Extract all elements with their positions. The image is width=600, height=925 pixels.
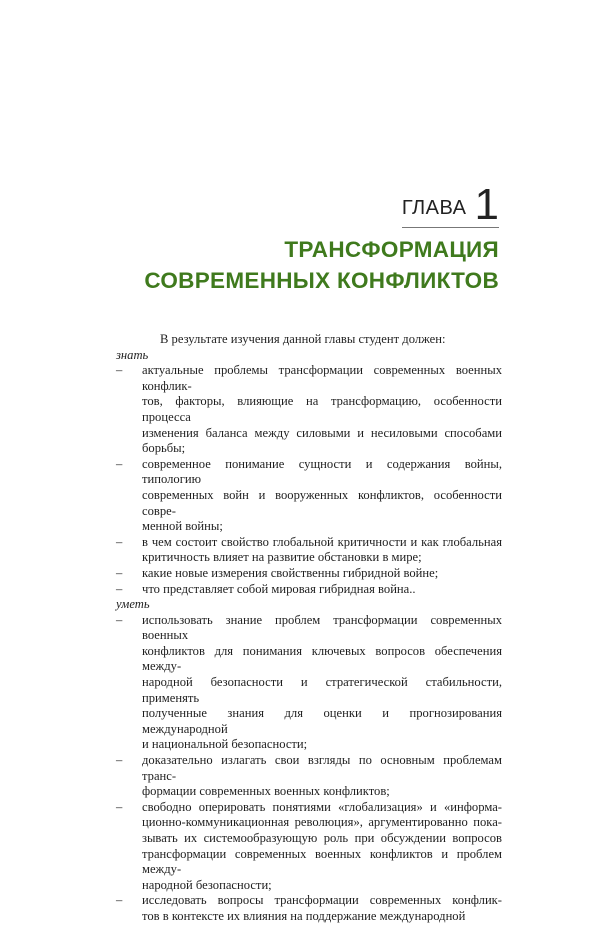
text-line: тов, факторы, влияющие на трансформацию, особенности процесса [142,394,502,424]
list-item [116,363,502,457]
learning-outcomes [116,332,502,925]
text-line: использовать знание проблем трансформации современных военных [142,612,502,643]
list-item-text [142,893,502,924]
list-item [116,893,502,924]
text-line: в чем состоит свойство глобальной критичности и как глобальная [142,534,502,549]
chapter-title-line: ТРАНСФОРМАЦИЯ [284,237,499,262]
text-line: народной безопасности; [142,877,272,892]
list-dash: – [116,565,123,580]
text-line: свободно оперировать понятиями «глобализация» и «информа- [142,799,502,814]
list-dash: – [116,893,123,908]
chapter-title-line: СОВРЕМЕННЫХ КОНФЛИКТОВ [144,268,499,293]
text-line: изменения баланса между силовыми и несиловыми способами борьбы; [142,425,502,456]
chapter-label: ГЛАВА [401,197,467,219]
list-dash: – [116,753,123,768]
text-line: и национальной безопасности; [142,737,308,752]
list-item [116,457,502,535]
list-item [116,535,502,566]
text-line: народной безопасности и стратегической стабильности, применять [142,675,502,705]
list-item [116,613,502,753]
list-item-text [142,800,502,894]
list-item-text [142,457,502,535]
chapter-title [144,234,499,296]
list-item-text [142,363,502,457]
text-line: актуальные проблемы трансформации современных военных конфлик- [142,363,502,393]
text-line: какие новые измерения свойственны гибридной войне; [142,565,439,580]
chapter-heading [401,180,499,229]
text-line: современных войн и вооруженных конфликтов, особенности совре- [142,487,502,518]
chapter-number: 1 [474,180,499,229]
list-item-text [142,753,502,800]
list-item-text [142,613,502,753]
text-line: конфликтов для понимания ключевых вопросов обеспечения между- [142,643,502,674]
list-item-text [142,582,502,598]
text-line: полученные знания для оценки и прогнозирования международной [142,706,502,736]
section-label: знать [116,347,149,362]
list-item [116,582,502,598]
list-item-text [142,566,502,582]
text-line: ционно-коммуникационная революция», аргументированно пока- [142,815,502,830]
text-line: трансформации современных военных конфликтов и проблем между- [142,846,502,877]
text-line: формации современных военных конфликтов; [142,784,390,799]
text-line: тов в контексте их влияния на поддержание международной [142,908,466,923]
list-item [116,566,502,582]
list-item [116,753,502,800]
text-line: критичность влияет на развитие обстановки в мире; [142,550,422,565]
text-line: исследовать вопросы трансформации современных конфлик- [142,893,502,908]
list-dash: – [116,799,123,814]
text-line: доказательно излагать свои взгляды по основным проблемам транс- [142,753,502,783]
text-line: менной войны; [142,519,223,534]
outcome-sections [116,348,502,925]
text-line: что представляет собой мировая гибридная война.. [142,581,416,596]
text-line: современное понимание сущности и содержания войны, типологию [142,456,502,487]
list-item-text [142,535,502,566]
text-line: зывать их системообразующую роль при обсуждении вопросов [142,831,502,845]
list-dash: – [116,456,123,471]
list-item [116,800,502,894]
section-label: уметь [116,597,150,612]
list-dash: – [116,534,123,549]
list-dash: – [116,363,123,378]
list-dash: – [116,581,123,596]
list-dash: – [116,612,123,627]
intro-text: В результате изучения данной главы студент должен: [160,332,446,346]
